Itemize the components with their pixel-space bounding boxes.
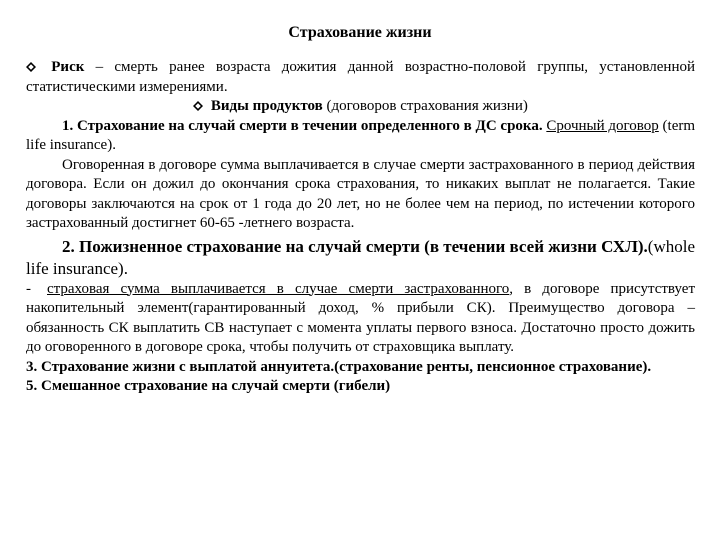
item3-heading: 3. Страхование жизни с выплатой аннуитета.: [26, 358, 335, 375]
item2-text-paragraph: [26, 280, 695, 358]
item2-underlined: страховая сумма выплачивается в случае смерти застрахованного: [47, 280, 510, 297]
diamond-bullet-icon: [193, 101, 203, 111]
item2-dash: -: [26, 280, 31, 297]
item5-paragraph: [26, 377, 695, 397]
item3-paragraph: [26, 358, 695, 378]
products-heading-line: [26, 97, 695, 117]
item1-text: Оговоренная в договоре сумма выплачивается в случае смерти застрахованного в период действия договора. Если он дожил до окончания срока страхования, то никаких выплат не полагается. Такие договоры заключаются на срок от 1 года до 20 лет, но не более чем на период, по истечении которого застрахованный достигнет 60-65 -летнего возраста.: [26, 156, 695, 231]
diamond-bullet-icon: [26, 62, 36, 72]
products-heading: Виды продуктов: [210, 98, 323, 114]
item1-term-rest: (term life insurance).: [26, 117, 696, 153]
item2-heading: 2. Пожизненное страхование на случай смерти (в течении всей жизни СХЛ).: [62, 236, 648, 256]
item2-heading-paragraph: [26, 236, 695, 280]
item1-heading: 1. Страхование на случай смерти в течении определенного в ДС срока.: [62, 117, 543, 134]
item1-heading-paragraph: [26, 117, 695, 156]
document-body: [26, 58, 695, 397]
item2-text: , в договоре присутствует накопительный элемент(гарантированный доход, % прибыли СК). Преимущество договора – обязанность СК выплатить СВ наступает с момента уплаты первого взноса. Достаточно просто дожить до оговоренного в договоре срока, чтобы получить от страховщика выплату.: [26, 280, 695, 355]
page-title: Страхование жизни: [288, 24, 432, 41]
item1-term: Срочный договор: [546, 117, 659, 134]
item2-note: (whole life insurance).: [26, 236, 695, 278]
risk-term: Риск: [51, 59, 85, 75]
risk-definition: – смерть ранее возраста дожития данной возрастно-половой группы, установленной статистическими измерениями.: [26, 59, 695, 95]
item3-note: (страхование ренты, пенсионное страхование).: [334, 358, 652, 375]
item5-heading: 5. Смешанное страхование на случай смерти (гибели): [26, 378, 391, 394]
risk-paragraph: [26, 58, 695, 97]
products-note: (договоров страхования жизни): [322, 98, 528, 114]
